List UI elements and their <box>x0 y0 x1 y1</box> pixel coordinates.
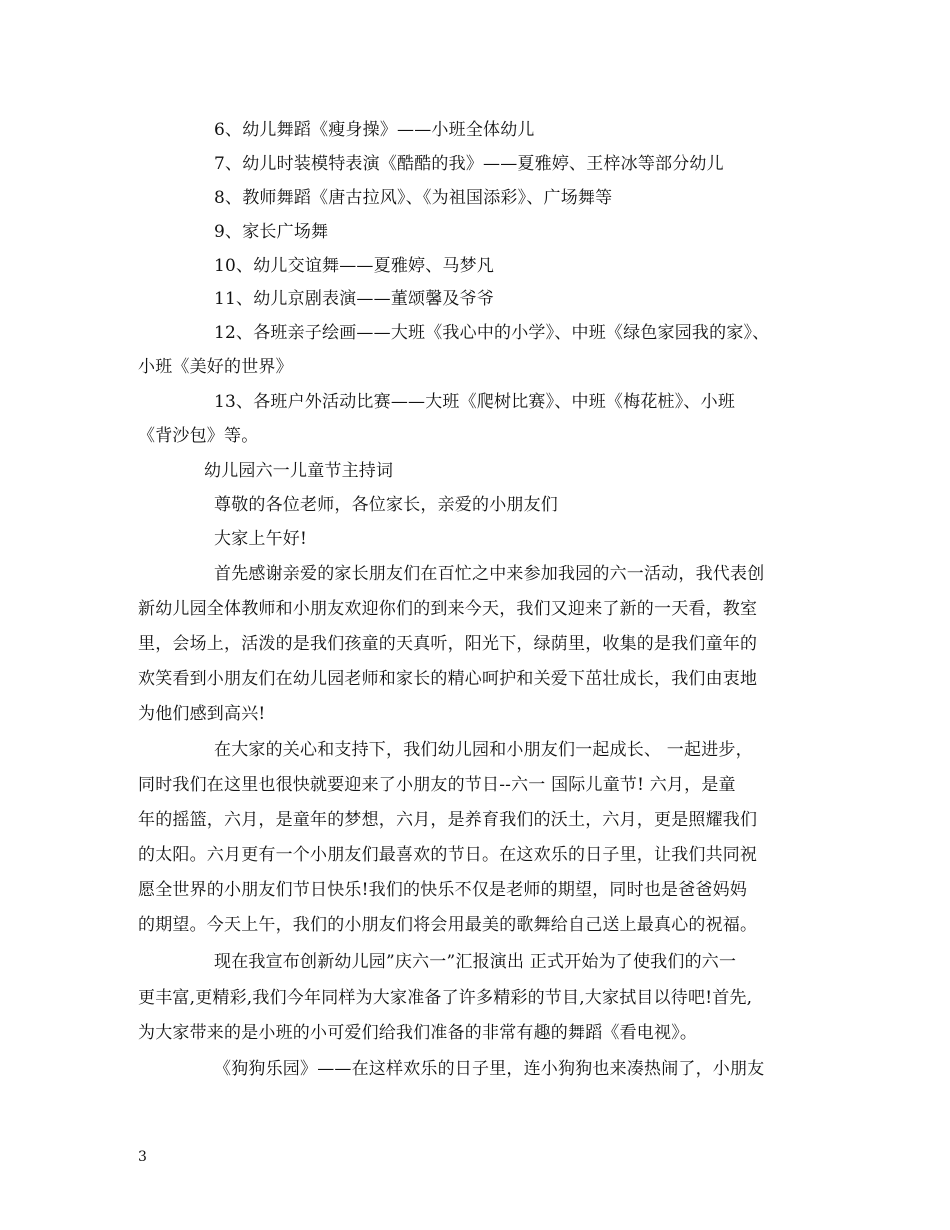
text-line: 首先感谢亲爱的家长朋友们在百忙之中来参加我园的六一活动，我代表创 <box>214 564 765 584</box>
section-heading: 幼儿园六一儿童节主持词 <box>204 461 394 481</box>
text-line: 欢笑看到小朋友们在幼儿园老师和家长的精心呵护和关爱下茁壮成长，我们由衷地 <box>138 669 758 689</box>
text-line: 在大家的关心和支持下，我们幼儿园和小朋友们一起成长、 一起进步， <box>214 740 753 760</box>
text-line: 里，会场上，活泼的是我们孩童的天真听，阳光下，绿荫里，收集的是我们童年的 <box>138 634 758 654</box>
text-line: 的太阳。六月更有一个小朋友们最喜欢的节日。在这欢乐的日子里，让我们共同祝 <box>138 845 758 865</box>
text-line: 10、幼儿交谊舞——夏雅婷、马梦凡 <box>214 256 495 276</box>
text-line: 13、各班户外活动比赛——大班《爬树比赛》、中班《梅花桩》、小班 <box>214 392 736 412</box>
text-line: 6、幼儿舞蹈《瘦身操》——小班全体幼儿 <box>214 120 535 140</box>
text-line: 大家上午好! <box>214 529 308 549</box>
text-line: 8、教师舞蹈《唐古拉风》、《为祖国添彩》、广场舞等 <box>214 188 613 208</box>
text-line: 同时我们在这里也很快就要迎来了小朋友的节日--六一 国际儿童节! 六月，是童 <box>138 775 736 795</box>
text-line: 更丰富,更精彩,我们今年同样为大家准备了许多精彩的节目,大家拭目以待吧!首先, <box>138 988 753 1008</box>
text-line: 小班《美好的世界》 <box>138 357 293 377</box>
text-line: 12、各班亲子绘画——大班《我心中的小学》、中班《绿色家园我的家》、 <box>214 323 770 343</box>
text-line: 新幼儿园全体教师和小朋友欢迎你们的到来今天，我们又迎来了新的一天看，教室 <box>138 599 758 619</box>
text-line: 《狗狗乐园》——在这样欢乐的日子里，连小狗狗也来凑热闹了，小朋友 <box>214 1059 765 1079</box>
text-line: 为他们感到高兴! <box>138 704 266 724</box>
text-line: 为大家带来的是小班的小可爱们给我们准备的非常有趣的舞蹈《看电视》。 <box>138 1023 698 1043</box>
text-line: 尊敬的各位老师，各位家长，亲爱的小朋友们 <box>214 495 558 515</box>
text-line: 现在我宣布创新幼儿园”庆六一”汇报演出 正式开始为了使我们的六一 <box>214 952 737 972</box>
text-line: 年的摇篮，六月，是童年的梦想，六月，是养育我们的沃土，六月，更是照耀我们 <box>138 810 758 830</box>
text-line: 9、家长广场舞 <box>214 222 329 242</box>
text-line: 愿全世界的小朋友们节日快乐!我们的快乐不仅是老师的期望，同时也是爸爸妈妈 <box>138 880 748 900</box>
page-number: 3 <box>138 1149 147 1165</box>
text-line: 7、幼儿时装模特表演《酷酷的我》——夏雅婷、王梓冰等部分幼儿 <box>214 154 724 174</box>
text-line: 11、幼儿京剧表演——董颂馨及爷爷 <box>214 289 495 309</box>
text-line: 《背沙包》等。 <box>138 426 259 446</box>
text-line: 的期望。今天上午，我们的小朋友们将会用最美的歌舞给自己送上最真心的祝福。 <box>138 915 758 935</box>
